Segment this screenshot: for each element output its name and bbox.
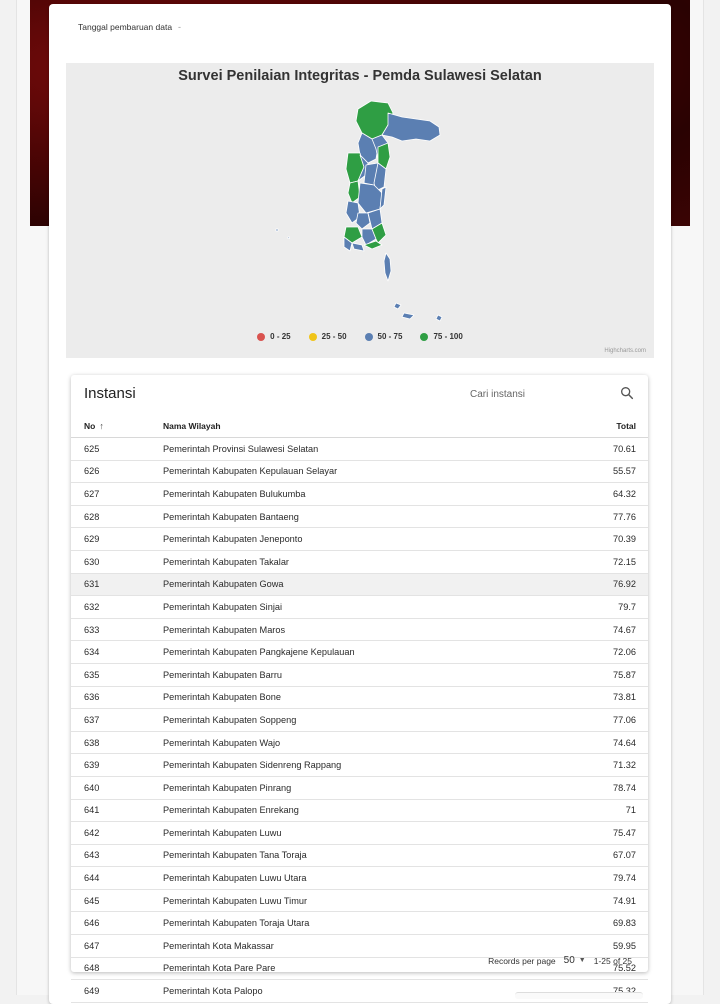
cell-name: Pemerintah Kabupaten Bulukumba: [162, 483, 544, 506]
table-toolbar: [71, 375, 648, 415]
cell-name: Pemerintah Kabupaten Bantaeng: [162, 505, 544, 528]
map-region: [276, 229, 278, 231]
cell-no: 636: [71, 686, 162, 709]
column-header-total[interactable]: Total: [544, 415, 648, 438]
table-row[interactable]: [71, 550, 648, 573]
cell-name: Pemerintah Kabupaten Wajo: [162, 731, 544, 754]
chevron-down-icon: ▼: [578, 957, 586, 964]
records-per-page-select[interactable]: [564, 955, 586, 966]
map-chart[interactable]: [66, 63, 654, 358]
cell-name: Pemerintah Kabupaten Pangkajene Kepulauan: [162, 641, 544, 664]
column-header-no[interactable]: [71, 415, 162, 438]
table-row[interactable]: [71, 573, 648, 596]
table-row[interactable]: [71, 460, 648, 483]
cell-no: 629: [71, 528, 162, 551]
update-date-row: [78, 22, 181, 32]
cell-total: 74.91: [544, 889, 648, 912]
table-row[interactable]: [71, 528, 648, 551]
update-date-value: -: [178, 22, 182, 32]
next-card-edge: [515, 992, 643, 999]
cell-total: 70.61: [544, 438, 648, 461]
cell-name: Pemerintah Kabupaten Sinjai: [162, 596, 544, 619]
records-per-page-label: Records per page: [488, 955, 556, 966]
instansi-table: [71, 415, 648, 1003]
cell-no: 632: [71, 596, 162, 619]
cell-total: 77.76: [544, 505, 648, 528]
cell-name: Pemerintah Kabupaten Takalar: [162, 550, 544, 573]
cell-no: 643: [71, 844, 162, 867]
search-icon[interactable]: [619, 385, 635, 401]
table-row[interactable]: [71, 663, 648, 686]
cell-name: Pemerintah Kabupaten Barru: [162, 663, 544, 686]
cell-no: 644: [71, 867, 162, 890]
cell-no: 627: [71, 483, 162, 506]
table-row[interactable]: [71, 754, 648, 777]
column-header-no-label: No: [84, 421, 96, 431]
map-region: [356, 213, 370, 229]
instansi-table-card: [71, 375, 648, 997]
column-header-name[interactable]: Nama Wilayah: [162, 415, 544, 438]
cell-total: 74.67: [544, 618, 648, 641]
cell-name: Pemerintah Kabupaten Maros: [162, 618, 544, 641]
cell-no: 642: [71, 822, 162, 845]
cell-name: Pemerintah Provinsi Sulawesi Selatan: [162, 438, 544, 461]
table-row[interactable]: [71, 596, 648, 619]
cell-total: 71.32: [544, 754, 648, 777]
sort-ascending-icon[interactable]: ↑: [99, 421, 104, 431]
cell-name: Pemerintah Kabupaten Luwu: [162, 822, 544, 845]
cell-name: Pemerintah Kabupaten Jeneponto: [162, 528, 544, 551]
cell-no: 648: [71, 957, 162, 980]
cell-no: 630: [71, 550, 162, 573]
cell-name: Pemerintah Kota Pare Pare: [162, 957, 544, 980]
table-row[interactable]: [71, 483, 648, 506]
cell-no: 640: [71, 776, 162, 799]
map-region: [382, 113, 440, 141]
legend-label: 50 - 75: [377, 332, 403, 341]
cell-total: 78.74: [544, 776, 648, 799]
legend-label: 25 - 50: [321, 332, 347, 341]
table-row[interactable]: [71, 641, 648, 664]
cell-total: 79.74: [544, 867, 648, 890]
cell-total: 71: [544, 799, 648, 822]
pagination-range: 1-25 of 25: [593, 955, 632, 966]
table-row[interactable]: [71, 618, 648, 641]
legend-item[interactable]: [365, 332, 403, 341]
table-row[interactable]: [71, 935, 648, 958]
cell-no: 646: [71, 912, 162, 935]
map-region: [288, 237, 290, 239]
table-pagination: [488, 955, 632, 966]
map-title: Survei Penilaian Integritas - Pemda Sulawesi Selatan: [178, 68, 542, 84]
cell-name: Pemerintah Kabupaten Sidenreng Rappang: [162, 754, 544, 777]
cell-total: 64.32: [544, 483, 648, 506]
table-row[interactable]: [71, 731, 648, 754]
chart-credits-link[interactable]: Highcharts.com: [604, 348, 646, 354]
cell-total: 75.47: [544, 822, 648, 845]
cell-total: 67.07: [544, 844, 648, 867]
map-region: [402, 313, 414, 319]
table-row[interactable]: [71, 438, 648, 461]
table-row[interactable]: [71, 799, 648, 822]
legend-item[interactable]: [420, 332, 462, 341]
cell-total: 72.15: [544, 550, 648, 573]
cell-no: 634: [71, 641, 162, 664]
cell-no: 631: [71, 573, 162, 596]
table-title: Instansi: [84, 385, 136, 402]
legend-dot: [365, 333, 373, 341]
cell-name: Pemerintah Kabupaten Bone: [162, 686, 544, 709]
cell-no: 639: [71, 754, 162, 777]
sulawesi-map[interactable]: [66, 63, 654, 358]
cell-name: Pemerintah Kabupaten Pinrang: [162, 776, 544, 799]
cell-no: 638: [71, 731, 162, 754]
cell-name: Pemerintah Kabupaten Kepulauan Selayar: [162, 460, 544, 483]
cell-total: 72.06: [544, 641, 648, 664]
search-input[interactable]: [466, 386, 604, 402]
cell-name: Pemerintah Kabupaten Luwu Timur: [162, 889, 544, 912]
map-region: [380, 187, 386, 209]
cell-total: 75.87: [544, 663, 648, 686]
cell-no: 649: [71, 980, 162, 1003]
cell-name: Pemerintah Kabupaten Enrekang: [162, 799, 544, 822]
cell-total: 70.39: [544, 528, 648, 551]
table-row[interactable]: [71, 844, 648, 867]
cell-total: 74.64: [544, 731, 648, 754]
cell-no: 633: [71, 618, 162, 641]
cell-no: 637: [71, 709, 162, 732]
cell-no: 625: [71, 438, 162, 461]
cell-name: Pemerintah Kabupaten Tana Toraja: [162, 844, 544, 867]
cell-name: Pemerintah Kabupaten Soppeng: [162, 709, 544, 732]
legend-dot: [257, 333, 265, 341]
cell-no: 645: [71, 889, 162, 912]
cell-total: 79.7: [544, 596, 648, 619]
legend-item[interactable]: [257, 332, 290, 341]
cell-name: Pemerintah Kota Palopo: [162, 980, 544, 1003]
cell-total: 76.92: [544, 573, 648, 596]
cell-name: Pemerintah Kabupaten Toraja Utara: [162, 912, 544, 935]
cell-total: 55.57: [544, 460, 648, 483]
table-row[interactable]: [71, 822, 648, 845]
cell-total: 77.06: [544, 709, 648, 732]
cell-total: 73.81: [544, 686, 648, 709]
table-row[interactable]: [71, 686, 648, 709]
cell-no: 626: [71, 460, 162, 483]
legend-item[interactable]: [309, 332, 347, 341]
table-row[interactable]: [71, 776, 648, 799]
table-row[interactable]: [71, 709, 648, 732]
legend-label: 75 - 100: [433, 332, 463, 341]
cell-total: 75.52: [544, 957, 648, 980]
cell-total: 59.95: [544, 935, 648, 958]
legend-label: 0 - 25: [270, 332, 291, 341]
cell-name: Pemerintah Kabupaten Luwu Utara: [162, 867, 544, 890]
cell-no: 647: [71, 935, 162, 958]
cell-name: Pemerintah Kabupaten Gowa: [162, 573, 544, 596]
cell-no: 635: [71, 663, 162, 686]
map-region: [384, 253, 391, 281]
legend-dot: [420, 333, 428, 341]
cell-no: 628: [71, 505, 162, 528]
records-per-page-value: 50: [563, 955, 575, 966]
map-region: [436, 315, 442, 321]
map-region: [394, 303, 401, 309]
update-date-label: Tanggal pembaruan data: [78, 22, 173, 32]
table-body: [71, 438, 648, 1003]
table-header-row: [71, 415, 648, 438]
legend-dot: [309, 333, 317, 341]
cell-no: 641: [71, 799, 162, 822]
map-region: [352, 243, 364, 251]
cell-name: Pemerintah Kota Makassar: [162, 935, 544, 958]
map-legend[interactable]: [66, 332, 654, 341]
table-row[interactable]: [71, 867, 648, 890]
table-row[interactable]: [71, 912, 648, 935]
table-row[interactable]: [71, 505, 648, 528]
cell-total: 69.83: [544, 912, 648, 935]
table-row[interactable]: [71, 889, 648, 912]
